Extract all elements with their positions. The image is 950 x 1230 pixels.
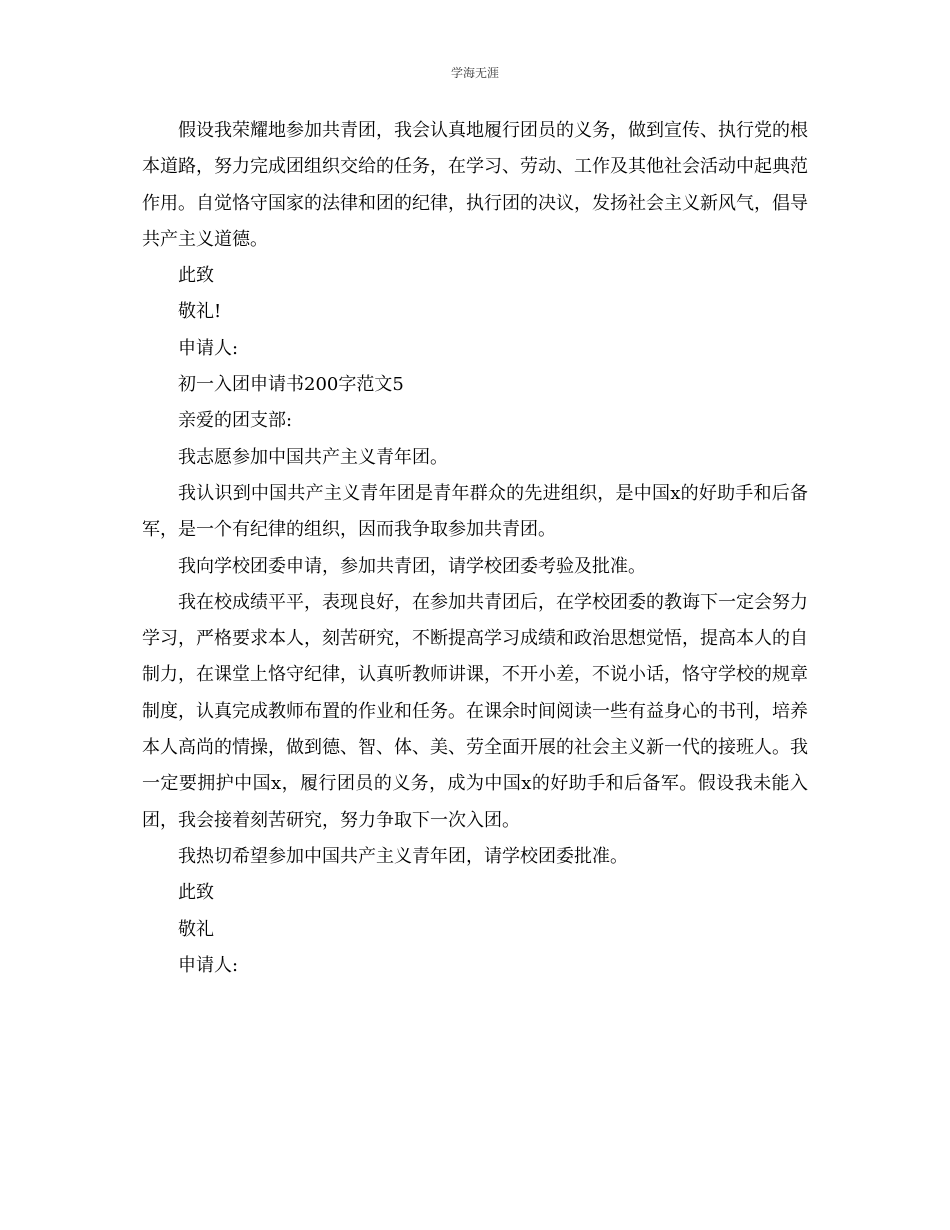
section-title: 初一入团申请书200字范文5 [178,374,404,396]
page-header: 学海无涯 [450,66,499,80]
document-body [142,113,808,984]
paragraph-hope: 我热切希望参加中国共产主义青年团，请学校团委批准。 [178,845,628,867]
closing-regards-2: 敬礼 [178,918,214,940]
paragraph-intent: 我志愿参加中国共产主义青年团。 [178,446,448,468]
closing-regards: 敬礼! [178,301,222,323]
applicant-label: 申请人: [178,337,239,359]
closing-salutation: 此致 [178,265,214,287]
paragraph-understanding: 我认识到中国共产主义青年团是青年群众的先进组织，是中国x的好助手和后备军，是一个有纪律的组织，因而我争取参加共青团。 [142,482,808,541]
paragraph-commitment: 假设我荣耀地参加共青团，我会认真地履行团员的义务，做到宣传、执行党的根本道路，努力完成团组织交给的任务，在学习、劳动、工作及其他社会活动中起典范作用。自觉恪守国家的法律和团的纪律，执行团的决议，发扬社会主义新风气，倡导共产主义道德。 [142,120,808,250]
paragraph-request: 我向学校团委申请，参加共青团，请学校团委考验及批准。 [178,555,646,577]
greeting: 亲爱的团支部: [178,410,293,432]
paragraph-performance: 我在校成绩平平，表现良好，在参加共青团后，在学校团委的教诲下一定会努力学习，严格要求本人，刻苦研究，不断提高学习成绩和政治思想觉悟，提高本人的自制力，在课堂上恪守纪律，认真听教师讲课，不开小差，不说小话，恪守学校的规章制度，认真完成教师布置的作业和任务。在课余时间阅读一些有益身心的书刊，培养本人高尚的情操，做到德、智、体、美、劳全面开展的社会主义新一代的接班人。我一定要拥护中国x，履行团员的义务，成为中国x的好助手和后备军。假设我未能入团，我会接着刻苦研究，努力争取下一次入团。 [142,591,808,831]
applicant-label-2: 申请人: [178,954,239,976]
closing-salutation-2: 此致 [178,882,214,904]
